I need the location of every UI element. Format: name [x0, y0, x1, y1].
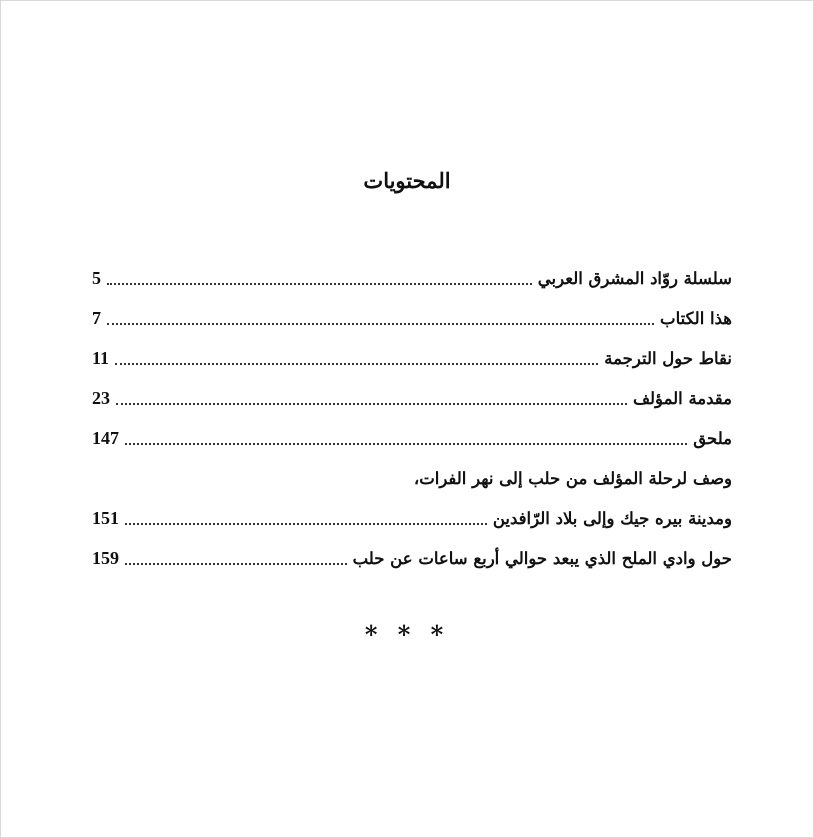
- toc-entry: [92, 378, 732, 418]
- toc-dot-leader: [125, 563, 347, 565]
- toc-dot-leader: [116, 403, 627, 405]
- toc-entry-text: وصف لرحلة المؤلف من حلب إلى نهر الفرات،: [413, 468, 732, 488]
- toc-entry-text: سلسلة روّاد المشرق العربي: [537, 268, 732, 288]
- toc-entry: [92, 258, 732, 298]
- toc-entry-continued: [92, 458, 732, 498]
- toc-entry: [92, 538, 732, 578]
- toc-page-number: 11: [92, 347, 110, 368]
- page-title: المحتويات: [363, 168, 451, 193]
- toc-entry: [92, 298, 732, 338]
- toc-entry: [92, 418, 732, 458]
- toc-page-number: 159: [92, 547, 119, 568]
- toc-dot-leader: [125, 523, 487, 525]
- toc-dot-leader: [115, 363, 598, 365]
- toc-entry-text: مقدمة المؤلف: [632, 388, 732, 408]
- toc-entry-text: حول وادي الملح الذي يبعد حوالي أربع ساعات عن حلب: [352, 548, 732, 568]
- toc-page-number: 151: [92, 507, 119, 528]
- toc-entry-text: نقاط حول الترجمة: [604, 348, 732, 368]
- toc-dot-leader: [107, 283, 532, 285]
- toc-page-number: 7: [92, 307, 101, 328]
- toc-page-number: 5: [92, 267, 101, 288]
- toc-page-number: 147: [92, 427, 119, 448]
- toc-entry-text: هذا الكتاب: [660, 308, 732, 328]
- section-ornament: * * *: [364, 620, 450, 649]
- toc-page-number: 23: [92, 387, 110, 408]
- toc-entry: [92, 338, 732, 378]
- table-of-contents: [92, 258, 732, 578]
- toc-dot-leader: [125, 443, 687, 445]
- toc-entry-text: ومدينة بيره جيك وإلى بلاد الرّافدين: [492, 508, 732, 528]
- toc-entry-text: ملحق: [693, 428, 732, 448]
- toc-entry: [92, 498, 732, 538]
- toc-dot-leader: [107, 323, 654, 325]
